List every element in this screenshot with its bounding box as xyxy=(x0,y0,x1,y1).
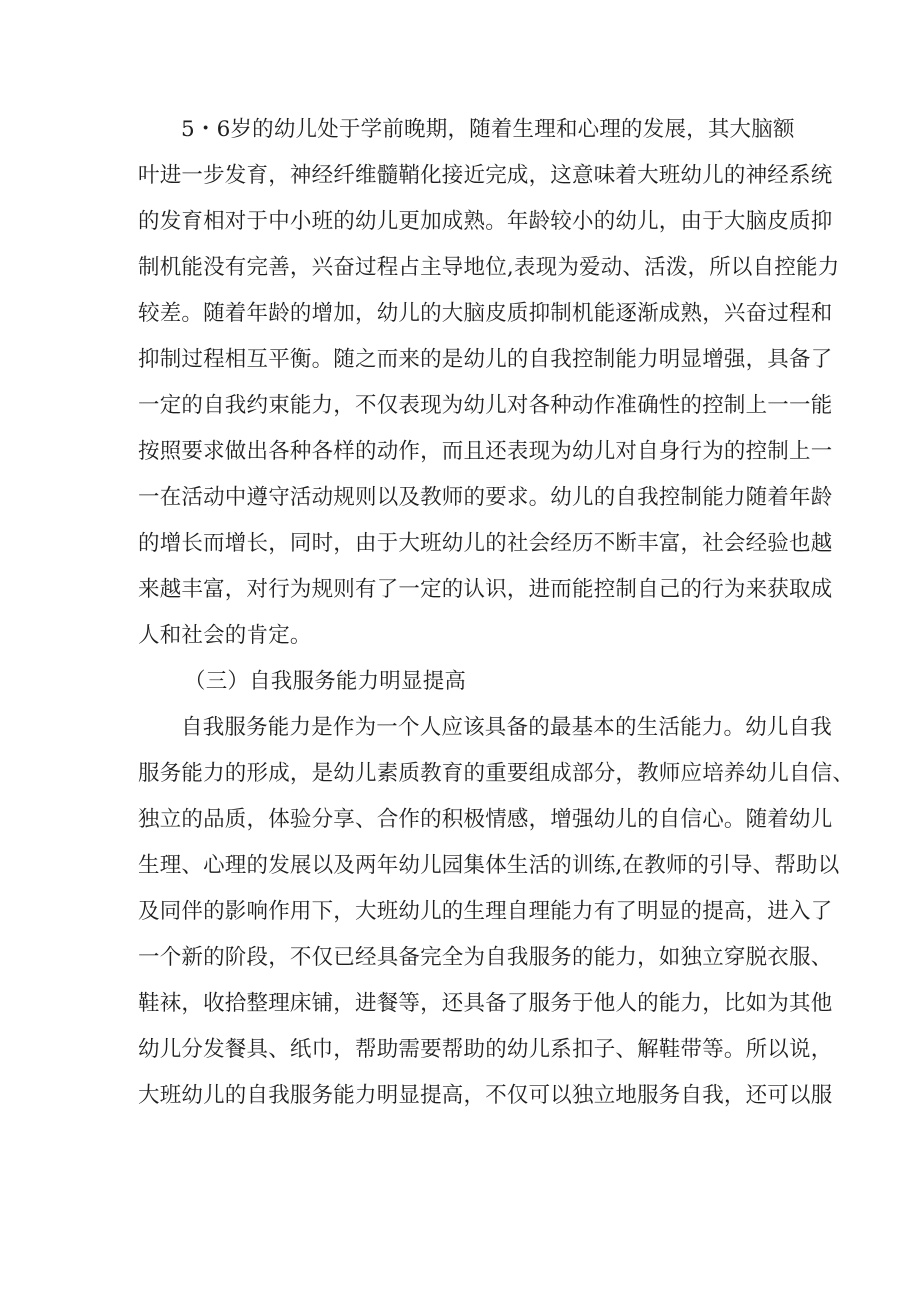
paragraph-1-line: 的发育相对于中小班的幼儿更加成熟。年龄较小的幼儿，由于大脑皮质抑 xyxy=(138,209,833,234)
paragraph-1-line: 人和社会的肯定。 xyxy=(138,623,312,648)
paragraph-2-line: 生理、心理的发展以及两年幼儿园集体生活的训练,在教师的引导、帮助以 xyxy=(138,853,840,878)
paragraph-2-line: 鞋袜，收拾整理床铺，进餐等，还具备了服务于他人的能力，比如为其他 xyxy=(138,991,833,1016)
paragraph-1-line: 一定的自我约束能力，不仅表现为幼儿对各种动作准确性的控制上一一能 xyxy=(138,393,833,418)
paragraph-2-line: 幼儿分发餐具、纸巾，帮助需要帮助的幼儿系扣子、解鞋带等。所以说， xyxy=(138,1037,833,1062)
paragraph-2-line: 自我服务能力是作为一个人应该具备的最基本的生活能力。幼儿自我 xyxy=(181,715,833,740)
paragraph-1-line: 来越丰富，对行为规则有了一定的认识，进而能控制自己的行为来获取成 xyxy=(138,577,833,602)
paragraph-2-line: 一个新的阶段，不仅已经具备完全为自我服务的能力，如独立穿脱衣服、 xyxy=(138,945,833,970)
paragraph-1-line: 按照要求做出各种各样的动作，而且还表现为幼儿对自身行为的控制上一 xyxy=(138,439,833,464)
paragraph-1-line: 抑制过程相互平衡。随之而来的是幼儿的自我控制能力明显增强，具备了 xyxy=(138,347,833,372)
paragraph-1-line: 5・6岁的幼儿处于学前晚期，随着生理和心理的发展，其大脑额 xyxy=(181,117,795,142)
paragraph-2-line: 服务能力的形成，是幼儿素质教育的重要组成部分，教师应培养幼儿自信、 xyxy=(138,761,855,786)
section-heading: （三）自我服务能力明显提高 xyxy=(184,669,467,694)
paragraph-2-line: 及同伴的影响作用下，大班幼儿的生理自理能力有了明显的提高，进入了 xyxy=(138,899,833,924)
paragraph-1-line: 一在活动中遵守活动规则以及教师的要求。幼儿的自我控制能力随着年龄 xyxy=(138,485,833,510)
paragraph-1-line: 制机能没有完善，兴奋过程占主导地位,表现为爱动、活泼，所以自控能力 xyxy=(138,255,840,280)
paragraph-2-line: 独立的品质，体验分享、合作的积极情感，增强幼儿的自信心。随着幼儿 xyxy=(138,807,833,832)
paragraph-1-line: 叶进一步发育，神经纤维髓鞘化接近完成，这意味着大班幼儿的神经系统 xyxy=(138,163,833,188)
paragraph-1-line: 较差。随着年龄的增加，幼儿的大脑皮质抑制机能逐渐成熟，兴奋过程和 xyxy=(138,301,833,326)
paragraph-1-line: 的增长而增长，同时，由于大班幼儿的社会经历不断丰富，社会经验也越 xyxy=(138,531,833,556)
paragraph-2-line: 大班幼儿的自我服务能力明显提高，不仅可以独立地服务自我，还可以服 xyxy=(138,1083,833,1108)
